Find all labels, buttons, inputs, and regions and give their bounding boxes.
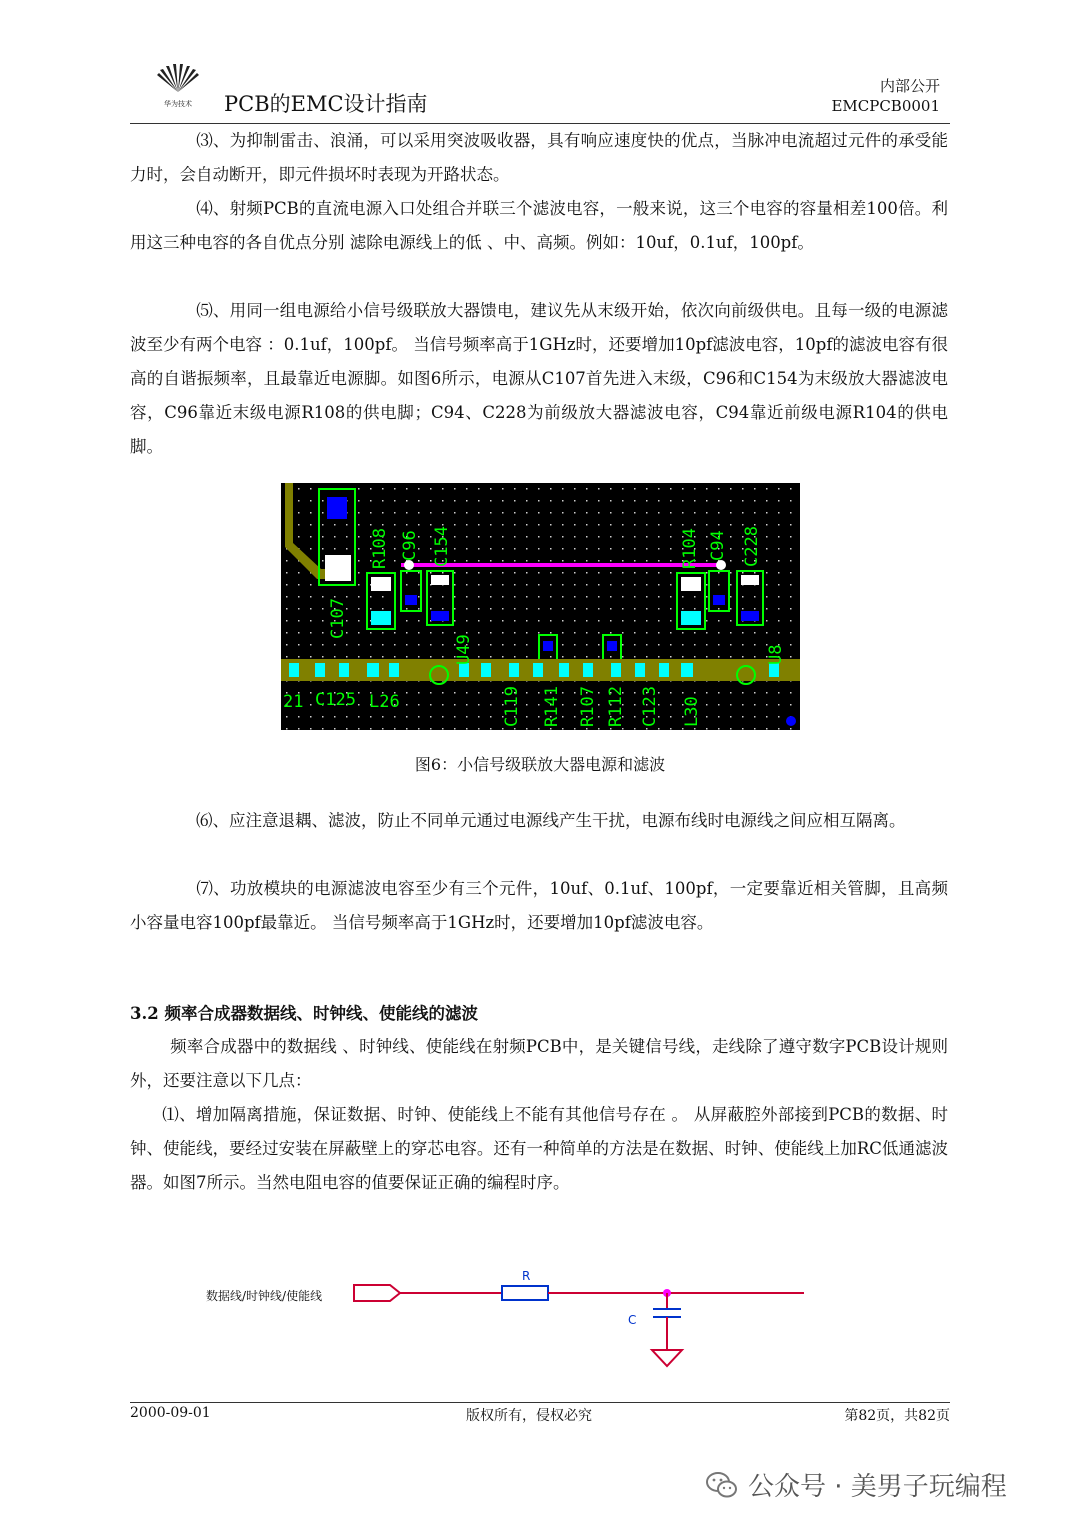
header-meta [831,76,940,116]
wechat-watermark [706,1466,1007,1503]
section-item-1: ⑴、增加隔离措施，保证数据、时钟、使能线上不能有其他信号存在 。 从屏蔽腔外部接到PCB的数据、时钟、使能线，要经过安装在屏蔽壁上的穿芯电容。还有一种简单的方法是在数据、时钟、使能线上加RC低通滤波器。如图7所示。当然电阻电容的值要保证正确的编程时序。 [130,1105,948,1192]
label-l26: L26 [369,692,400,712]
resistor-label: R [522,1269,531,1283]
label-c154: C154 [432,526,452,567]
document-code: EMCPCB0001 [831,97,940,115]
paragraph-item-6: ⑹、应注意退耦、滤波，防止不同单元通过电源线产生干扰，电源布线时电源线之间应相互隔离。 [196,811,906,830]
logo-text: 华为技术 [164,100,192,108]
label-r141: R141 [542,686,562,727]
label-r107: R107 [578,686,598,727]
paragraph-item-7: ⑺、功放模块的电源滤波电容至少有三个元件，10uf、0.1uf、100pf，一定要靠近相关管脚，且高频小容量电容100pf最靠近。 当信号频率高于1GHz时，还要增加10pf滤波电容。 [130,879,948,932]
label-c125: C125 [315,690,356,710]
label-c123: C123 [640,686,660,727]
watermark-text: 公众号 · 美男子玩编程 [748,1472,1007,1502]
label-c96: C96 [400,530,420,561]
capacitor-label: C [628,1313,637,1327]
label-c119: C119 [502,686,522,727]
footer-date: 2000-09-01 [130,1405,211,1421]
section-heading: 3.2 频率合成器数据线、时钟线、使能线的滤波 [130,1004,478,1023]
footer-page-number: 第82页，共82页 [844,1408,950,1424]
signal-line-label: 数据线/时钟线/使能线 [206,1289,323,1303]
document-title: PCB的EMC设计指南 [224,92,428,116]
company-logo [150,62,206,112]
label-u8: U8 [766,644,786,665]
wechat-icon [706,1471,738,1499]
figure6-caption: 图6：小信号级联放大器电源和滤波 [414,755,666,774]
footer-rule [130,1402,950,1403]
paragraph-item-4: ⑷、射频PCB的直流电源入口处组合并联三个滤波电容，一般来说，这三个电容的容量相差100倍。利用这三种电容的各自优点分别 滤除电源线上的低 、中、高频。例如：10uf，0.1uf，100pf。 [130,199,948,252]
label-u49: U49 [454,634,474,665]
footer-copyright: 版权所有，侵权必究 [466,1408,592,1424]
rc-filter-schematic [340,1262,810,1372]
label-c228: C228 [742,526,762,567]
label-c94: C94 [708,530,728,561]
label-r112: R112 [606,686,626,727]
section-intro: 频率合成器中的数据线 、时钟线、使能线在射频PCB中，是关键信号线，走线除了遵守数字PCB设计规则外，还要注意以下几点： [130,1037,948,1090]
label-c107: C107 [328,598,348,639]
label-21: 21 [283,692,304,712]
pcb-layout-figure [281,483,800,730]
classification-label: 内部公开 [879,77,940,95]
label-r108: R108 [370,528,390,569]
label-l30: L30 [682,696,702,727]
paragraph-item-3: ⑶、为抑制雷击、浪涌，可以采用突波吸收器，具有响应速度快的优点，当脉冲电流超过元件的承受能力时，会自动断开，即元件损坏时表现为开路状态。 [130,131,948,184]
label-r104: R104 [680,528,700,569]
paragraph-item-5: ⑸、用同一组电源给小信号级联放大器馈电，建议先从末级开始，依次向前级供电。且每一级的电源滤波至少有两个电容 ：0.1uf，100pf。 当信号频率高于1GHz时，还要增加10pf滤波电容，10pf的滤波电容有很高的自谐振频率，且最靠近电源脚。如图6所示，电源从C107首先进入末级，C96和C154为末级放大器滤波电容，C96靠近末级电源R108的供电脚；C94、C228为前级放大器滤波电容，C94靠近前级电源R104的供电脚。 [130,301,948,456]
